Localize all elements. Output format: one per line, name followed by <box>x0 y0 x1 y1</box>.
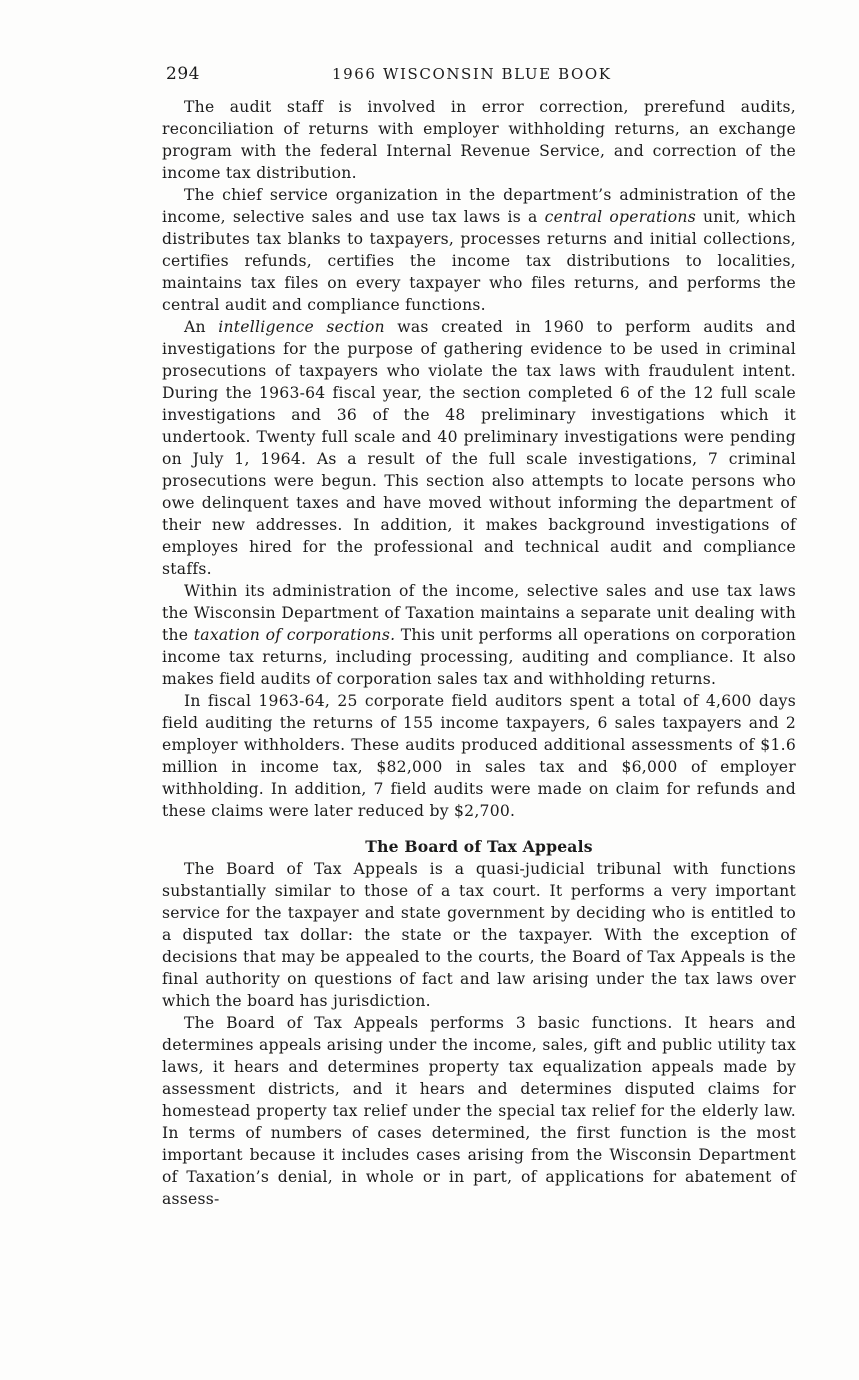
page-number: 294 <box>166 64 200 84</box>
paragraph-text: This unit performs all operations on corporation income tax returns, including processing, auditing and compliance. It also makes field audits of corporation sales tax and withholding returns. <box>162 626 797 688</box>
paragraph-text: In fiscal 1963-64, 25 corporate field auditors spent a total of 4,600 days field auditing the returns of 155 income taxpayers, 6 sales taxpayers and 2 employer withholders. These audits produced additional assessments of $1.6 million in income tax, $82,000 in sales tax and $6,000 of employer withholding. In addition, 7 field audits were made on claim for refunds and these claims were later reduced by $2,700. <box>162 692 796 820</box>
italic-term: intelligence section <box>218 318 385 336</box>
paragraph-text: An <box>184 318 219 336</box>
page-body <box>162 96 796 1210</box>
paragraph-text: The Board of Tax Appeals is a quasi-judicial tribunal with functions substantially similar to those of a tax court. It performs a very important service for the taxpayer and state government by deciding who is entitled to a disputed tax dollar: the state or the taxpayer. With the exception of decisions that may be appealed to the courts, the Board of Tax Appeals is the final authority on questions of fact and law arising under the tax laws over which the board has jurisdiction. <box>162 860 796 1010</box>
paragraph-text: The Board of Tax Appeals performs 3 basic functions. It hears and determines appeals arising under the income, sales, gift and public utility tax laws, it hears and determines property tax equalization appeals made by assessment districts, and it hears and determines disputed claims for homestead property tax relief under the special tax relief for the elderly law. In terms of numbers of cases determined, the first function is the most important because it includes cases arising from the Wisconsin Department of Taxation’s denial, in whole or in part, of applications for abatement of assess- <box>162 1014 796 1208</box>
paragraph-board-functions <box>162 1012 796 1210</box>
paragraph-text: Within its administration of the income, selective sales and use tax laws the Wisconsin Department of Taxation maintains a separate unit dealing with the <box>162 582 796 644</box>
section-heading: The Board of Tax Appeals <box>365 837 593 856</box>
paragraph-taxation-of-corporations <box>162 580 796 690</box>
paragraph-text: The audit staff is involved in error correction, prerefund audits, reconciliation of returns with employer withholding returns, an exchange program with the federal Internal Revenue Service, and correction of the income tax distribution. <box>162 98 796 182</box>
page-header <box>166 64 796 88</box>
paragraph-field-auditors <box>162 690 796 822</box>
paragraph-text: The chief service organization in the department’s administration of the income, selective sales and use tax laws is a <box>162 186 796 226</box>
paragraph-text: was created in 1960 to perform audits and investigations for the purpose of gathering evidence to be used in criminal prosecutions of taxpayers who violate the tax laws with fraudulent intent. During the 1963-64 fiscal year, the section completed 6 of the 12 full scale investigations and 36 of the 48 preliminary investigations which it undertook. Twenty full scale and 40 preliminary investigations were pending on July 1, 1964. As a result of the full scale investigations, 7 criminal prosecutions were begun. This section also attempts to locate persons who owe delinquent taxes and have moved without informing the department of their new addresses. In addition, it makes background investigations of employes hired for the professional and technical audit and compliance staffs. <box>162 318 796 578</box>
italic-term: central operations <box>544 208 696 226</box>
paragraph-central-operations <box>162 184 796 316</box>
paragraph-intelligence-section <box>162 316 796 580</box>
paragraph-audit-staff <box>162 96 796 184</box>
italic-term: taxation of corporations. <box>193 626 396 644</box>
paragraph-board-description <box>162 858 796 1012</box>
paragraph-text: unit, which distributes tax blanks to taxpayers, processes returns and initial collections, certifies refunds, certifies the income tax distributions to localities, maintains tax files on every taxpayer who files returns, and performs the central audit and compliance functions. <box>162 208 796 314</box>
running-head: 1966 WISCONSIN BLUE BOOK <box>332 65 612 83</box>
